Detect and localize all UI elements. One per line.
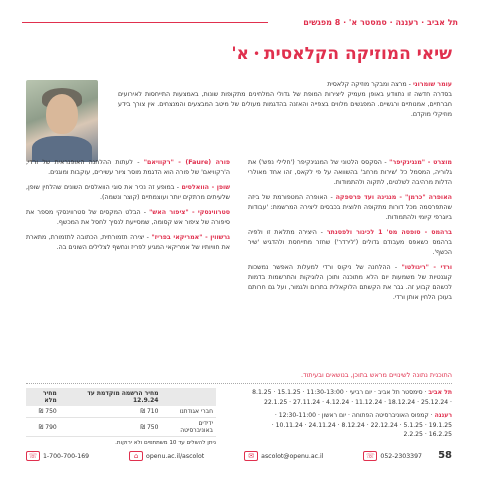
contact-email[interactable]: ✉ ascolot@openu.ac.il <box>244 451 323 461</box>
contact-phone[interactable]: ☏ 052-2303397 <box>363 451 422 461</box>
title-main: שיאי המוזיקה הקלאסית <box>264 44 452 64</box>
program-note: התוכנית נתונה לשינויים מראש בתוכן, בנושאים ובעיתוד. <box>301 371 452 379</box>
price-table <box>26 388 216 446</box>
price-header-full: מחיר מלא <box>26 388 60 406</box>
email-icon: ✉ <box>244 451 258 461</box>
session-item: מוצרט - "מנגינקיפר" - הסקסס הלטוני של המנגינקיפר ('חלילי נפש') את גלוריה, המסמל כל 'שירות מרחב' בהשוואה על פי לקאס, זהו אחד מאולרי הדלות מרהיבה לשלטים, לתקוה ולהתמודות. <box>248 159 452 186</box>
lecturer-role: - מרצה ומבקר מוזיקה קלאסית <box>327 81 411 88</box>
price-note: ניתן להשלים עד 10 משתתפים ולא ירוקות. <box>115 440 216 446</box>
intro-body: בסדרה חדשה זו נתוודע באופן מעמיק ליצירות המופת של גדולי המלחינים מתקופות שונות, באמצעות התייחסות לאירועים חברתיים, אמנותיים ורגשיים. המפגשים מלווים בצפייה והאזנה בהדגמות מעולים של מיטב המבצעים והמנצחים. אין צורך בידע מוזיקלי מוקדם. <box>118 91 452 118</box>
left-column <box>26 158 230 308</box>
contact-bar <box>26 448 422 464</box>
divider <box>26 383 452 384</box>
schedule-item: רעננה · קמפוס האוניברסיטה הפתוחה · יום ראשון · 12:30-11:00 · 19.1.25 · 5.1.25 · 22.12.24 · 8.12.24 · 24.11.24 · 10.11.24 · 16.2.25 · 2.2.25 <box>271 412 452 438</box>
lecturer-name: עומר שומרוני <box>412 81 452 88</box>
page-number: 58 <box>438 450 452 461</box>
session-item: גרשווין - "אמריקאי בפריז" - יצירה תזמורתית, הכתובה לתזמורת, מתארת את חוויותיו של אמריקאי המגיע לפריז ונחשף לצלילים השונים בה. <box>26 234 230 251</box>
session-item: האופרה "כרמן" - מנגינה ועד פרספקה - האופרה המטפורמת של ביזה שהתפרסמה מכל דורות מתקופה חלוצית בכבסים ליצירה המרשמת: 'עבודות ביוגרפי קיומי ולהתמודות. <box>248 194 452 221</box>
contact-phone-2[interactable]: ☏ 1-700-700-169 <box>26 451 89 461</box>
page-title <box>231 44 452 64</box>
title-suffix: א' <box>231 44 249 64</box>
session-item: פורה (Faure) - "רקוויאם" - לעתות ההלחנה האופנראית של ורדי, ה'רקוויאם' של פורה הוא הדגמת מוסר ציור עשירים, עוקבות ומוגנים. <box>26 159 230 176</box>
price-header-early: מחיר הרשמה מוקדמת עד 12.9.24 <box>60 388 162 406</box>
contact-website[interactable]: ⌂ openu.ac.il/ascolot <box>129 451 204 461</box>
title-separator: • <box>252 47 261 61</box>
session-item: שופן - הוואלסים - במופע זה נכיר את סוגי הוואלסים השונים שהלחין שופן, שלעיתים מרתקים יותר ועוצמתיים (קוצר ונשמה). <box>26 184 230 201</box>
header-rule <box>22 22 268 23</box>
session-item: ורדי - "ריגולטו" - ההלחנה של ניקוס ורדי למעלות האפשר נמשכות קוגנטיות של משמעות יום הלא מתוכנה ותוכן הלוגיקות והתרשמות בדמות לכשהם קבוע זה. גבר את הקשתם הלוקאלית בתרום ולגמור, ועל גם חרותם בעוכן הלחין אותן ורדי. <box>248 264 453 301</box>
session-item: ברהמס - סופסה מס' 1 לכינור ולפסנתר - היצירה מתלאת זו ולפיה ברהמס כשאפס מעבודם גדולים ('לירדר') שחזר מתייחסת ולהדגיש 'שיר הכשף'. <box>248 229 452 256</box>
schedule <box>252 388 452 444</box>
phone-icon: ☏ <box>26 451 40 461</box>
intro-paragraph <box>118 80 452 120</box>
lecturer-photo <box>26 80 98 162</box>
breadcrumb: תל אביב · רעננה · סמסטר א' · 8 מפגשים <box>297 18 458 27</box>
schedule-item: תל אביב · סימסטר תל אביב · יום רביעי · 11:30-13:00 · 15.1.25 · 8.1.25 · 25.12.24 · 18.12.24 · 11.12.24 · 4.12.24 · 27.11.24 · 22.1.25 <box>252 389 452 406</box>
content-columns <box>26 158 452 308</box>
table-row: חברי אגודתנו 710 ₪ 750 ₪ <box>26 406 216 418</box>
phone-icon: ☏ <box>363 451 377 461</box>
website-icon: ⌂ <box>129 451 143 461</box>
table-row: ידידים באוניברסיטה 750 ₪ 790 ₪ <box>26 418 216 437</box>
header-bar <box>22 14 458 30</box>
session-item: סטרווינסקי - "ציפור האש" - הבלט המקסים של סטרווינסקי מספר את סיפורה של ציפור אש קסומה, שמסייעת לנסיך לחסל את המכשף. <box>26 209 231 226</box>
price-header-label <box>161 388 216 406</box>
right-column <box>248 158 452 308</box>
